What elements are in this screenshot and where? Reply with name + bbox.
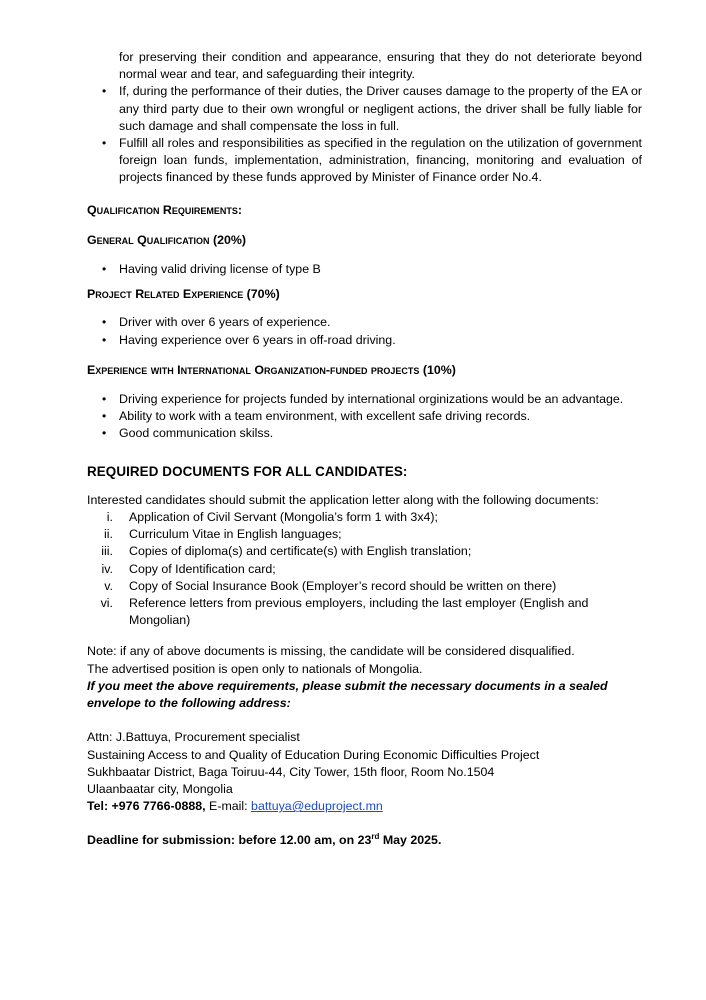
bullet-icon: • — [102, 262, 107, 277]
email-label: E-mail: — [205, 799, 252, 814]
list-item — [87, 595, 642, 629]
required-documents-heading: REQUIRED DOCUMENTS FOR ALL CANDIDATES: — [87, 463, 408, 479]
list-text: Copies of diploma(s) and certificate(s) with English translation; — [129, 544, 472, 559]
contact-line — [87, 798, 642, 815]
bullet-text: If, during the performance of their duties, the Driver causes damage to the property of the EA or any third party due to their own wrongful or negligent actions, the driver shall be fully liable for such damage and shall compensate the loss in full. — [119, 84, 642, 133]
list-item — [87, 391, 642, 408]
bullet-icon: • — [102, 409, 107, 424]
deadline — [87, 832, 642, 849]
list-text: Reference letters from previous employers, including the last employer (English and Mongolian) — [129, 596, 589, 628]
bullet-text: Having experience over 6 years in off-road driving. — [119, 332, 396, 347]
deadline-text: Deadline for submission: before 12.00 am, on 23 — [87, 833, 372, 848]
international-experience-list — [87, 391, 642, 443]
disqualification-note: Note: if any of above documents is missing, the candidate will be considered disqualified. — [87, 644, 575, 659]
deadline-ordinal: rd — [371, 832, 380, 842]
list-item — [87, 425, 642, 442]
list-item — [87, 49, 642, 83]
bullet-icon: • — [102, 332, 107, 347]
list-number: vi. — [100, 596, 113, 611]
address-city: Ulaanbaatar city, Mongolia — [87, 781, 233, 796]
bullet-text: Driving experience for projects funded by international orginizations would be an advantage. — [119, 392, 624, 407]
list-text: Application of Civil Servant (Mongolia’s form 1 with 3x4); — [129, 510, 438, 525]
general-qualification-list — [87, 261, 642, 278]
submission-instruction: If you meet the above requirements, please submit the necessary documents in a sealed envelope to the following address: — [87, 678, 608, 711]
list-number: iii. — [101, 544, 113, 559]
bullet-icon: • — [102, 136, 107, 151]
list-text: Copy of Social Insurance Book (Employer’s record should be written on there) — [129, 578, 557, 593]
list-item — [87, 561, 642, 578]
bullet-text: Good communication skilss. — [119, 426, 274, 441]
list-item — [87, 526, 642, 543]
list-item — [87, 578, 642, 595]
document-body — [87, 49, 642, 850]
address-project: Sustaining Access to and Quality of Education During Economic Difficulties Project — [87, 747, 540, 762]
bullet-text: Driver with over 6 years of experience. — [119, 315, 331, 330]
list-number: v. — [104, 578, 113, 593]
project-experience-list — [87, 314, 642, 348]
bullet-text: Having valid driving license of type B — [119, 262, 321, 277]
documents-intro: Interested candidates should submit the application letter along with the following documents: — [87, 492, 599, 507]
bullet-text: Ability to work with a team environment, with excellent safe driving records. — [119, 409, 531, 424]
bullet-icon: • — [102, 392, 107, 407]
general-qualification-heading: General Qualification (20%) — [87, 232, 247, 247]
email-link[interactable]: battuya@eduproject.mn — [251, 799, 383, 814]
responsibilities-list — [87, 49, 642, 187]
list-item — [87, 332, 642, 349]
address-attn: Attn: J.Battuya, Procurement specialist — [87, 730, 300, 745]
list-text: Copy of Identification card; — [129, 561, 276, 576]
bullet-continuation: for preserving their condition and appearance, ensuring that they do not deteriorate beyond normal wear and tear, and safeguarding their integrity. — [119, 50, 642, 82]
list-item — [87, 543, 642, 560]
list-number: iv. — [101, 561, 113, 576]
list-item — [87, 135, 642, 187]
bullet-icon: • — [102, 315, 107, 330]
list-item — [87, 509, 642, 526]
documents-list — [87, 509, 642, 629]
bullet-icon: • — [102, 84, 107, 99]
address-street: Sukhbaatar District, Baga Toiruu-44, City Tower, 15th floor, Room No.1504 — [87, 764, 495, 779]
telephone: Tel: +976 7766-0888, — [87, 799, 206, 814]
list-item — [87, 261, 642, 278]
international-experience-heading: Experience with International Organization-funded projects (10%) — [87, 362, 456, 377]
list-item — [87, 83, 642, 135]
project-experience-heading: Project Related Experience (70%) — [87, 287, 280, 302]
bullet-icon: • — [102, 426, 107, 441]
list-number: ii. — [104, 527, 113, 542]
bullet-text: Fulfill all roles and responsibilities as specified in the regulation on the utilization of government foreign loan funds, implementation, administration, financing, monitoring and evaluation of projects financed by these funds approved by Minister of Finance order No.4. — [119, 136, 642, 185]
list-number: i. — [106, 510, 113, 525]
qualification-heading: Qualification Requirements: — [87, 202, 242, 217]
list-item — [87, 408, 642, 425]
list-item — [87, 314, 642, 331]
nationality-note: The advertised position is open only to nationals of Mongolia. — [87, 661, 423, 676]
list-text: Curriculum Vitae in English languages; — [129, 527, 342, 542]
deadline-month: May 2025. — [379, 833, 442, 848]
